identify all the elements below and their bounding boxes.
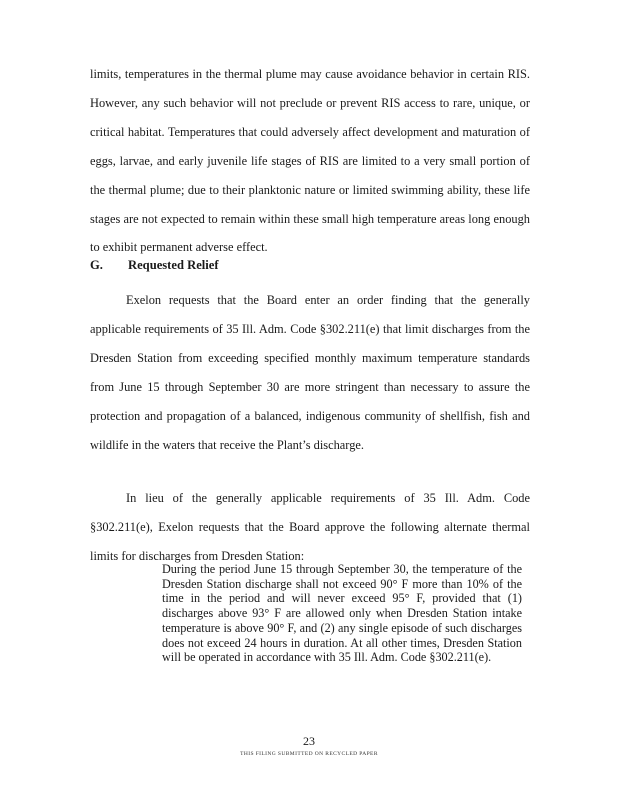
block-quote: During the period June 15 through September 30, the temperature of the Dresden Station discharge shall not exceed 90° F more than 10% of the time in the period and will never exceed 95° F, provided that (1) discharges above 93° F are allowed only when Dresden Station intake temperature is above 90° F, and (2) any single episode of such discharges does not exceed 24 hours in duration. At all other times, Dresden Station will be operated in accordance with 35 Ill. Adm. Code §302.211(e). xyxy=(162,562,522,665)
section-title: Requested Relief xyxy=(128,258,219,272)
paragraph-body-3: In lieu of the generally applicable requirements of 35 Ill. Adm. Code §302.211(e), Exelon requests that the Board approve the following alternate thermal limits for discharges from Dresden Station: xyxy=(90,491,530,563)
paragraph-body-1: limits, temperatures in the thermal plume may cause avoidance behavior in certain RIS. However, any such behavior will not preclude or prevent RIS access to rare, unique, or critical habitat. Temperatures that could adversely affect development and maturation of eggs, larvae, and early juvenile life stages of RIS are limited to a very small portion of the thermal plume; due to their planktonic nature or limited swimming ability, these life stages are not expected to remain within these small high temperature areas long enough to exhibit permanent adverse effect. xyxy=(90,67,530,255)
section-label: G. xyxy=(90,258,103,272)
page-number: 23 xyxy=(303,734,315,748)
page-footer: THIS FILING SUBMITTED ON RECYCLED PAPER xyxy=(240,751,378,757)
section-heading xyxy=(90,256,219,274)
paragraph-body-2: Exelon requests that the Board enter an order finding that the generally applicable requirements of 35 Ill. Adm. Code §302.211(e) that limit discharges from the Dresden Station from exceeding specified monthly maximum temperature standards from June 15 through September 30 are more stringent than necessary to assure the protection and propagation of a balanced, indigenous community of shellfish, fish and wildlife in the waters that receive the Plant’s discharge. xyxy=(90,293,530,452)
